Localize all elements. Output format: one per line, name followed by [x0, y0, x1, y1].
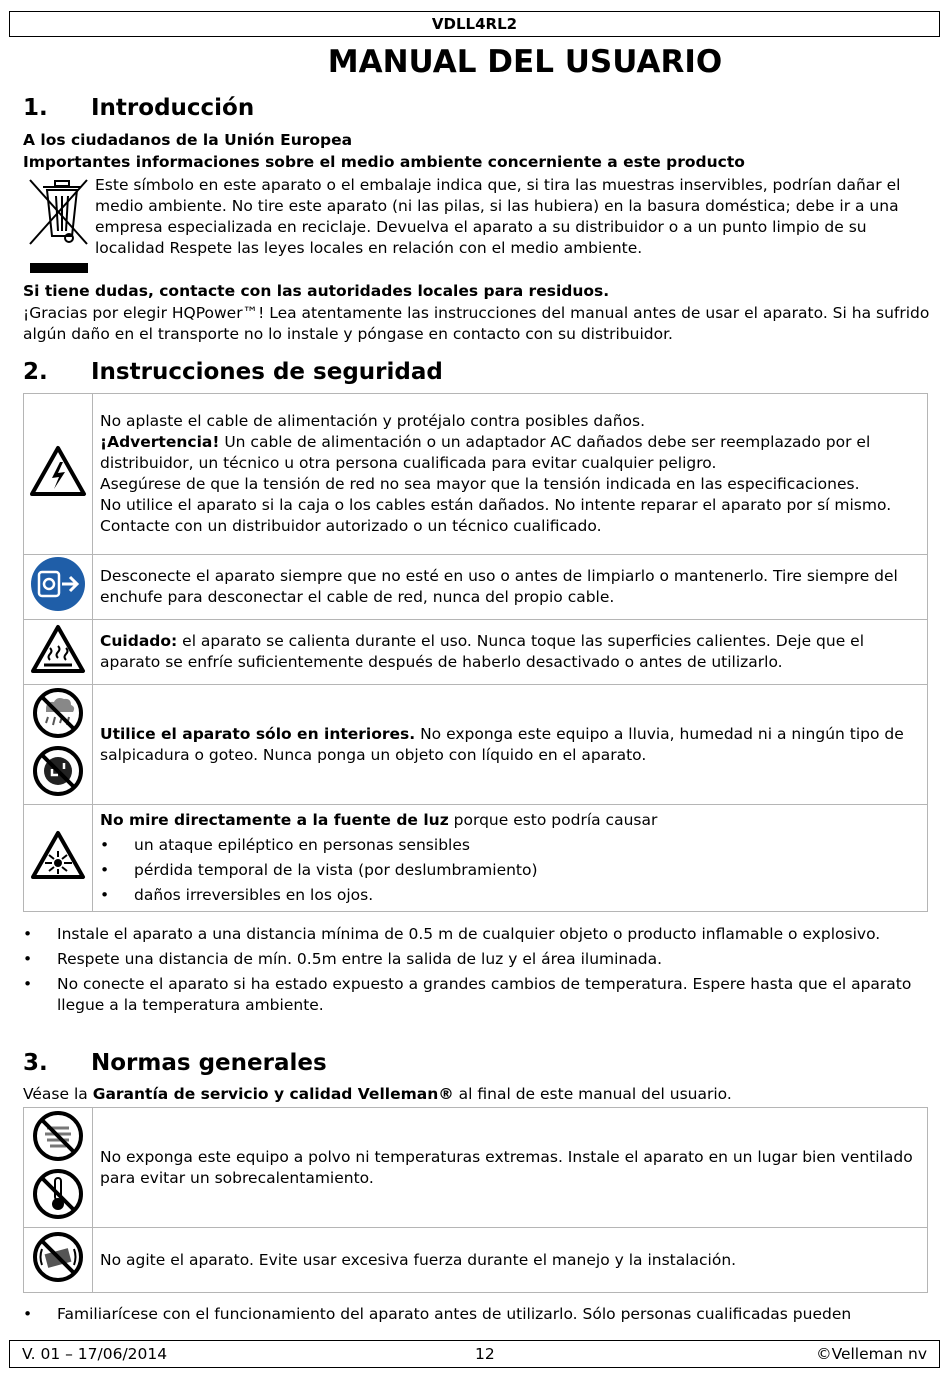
section-2-heading	[23, 359, 443, 385]
weee-bin-icon	[25, 176, 91, 276]
list-item: • Respete una distancia de mín. 0.5m entre la salida de luz y el área iluminada.	[23, 950, 663, 968]
general-row-dust	[24, 1108, 928, 1228]
general-table	[23, 1107, 928, 1293]
section-title: Introducción	[91, 95, 255, 121]
no-liquid-icon	[24, 745, 92, 803]
safety-bullet-list	[23, 924, 928, 1016]
footer-page-number: 12	[475, 1345, 495, 1363]
section-3-heading	[23, 1050, 327, 1076]
safety-row-electric	[24, 394, 928, 555]
general-bullet-list	[23, 1304, 933, 1325]
electric-shock-warning-icon	[24, 394, 93, 555]
light-warning	[100, 810, 921, 831]
unplug-mandatory-icon	[24, 555, 93, 620]
safety-text-damaged: No utilice el aparato si la caja o los cables están dañados. No intente reparar el aparato por sí mismo. Contacte con un distribuidor autorizado o un técnico cualificado.	[100, 496, 892, 535]
header-model: VDLL4RL2	[431, 15, 518, 33]
warranty-label: Garantía de servicio y calidad Velleman®	[92, 1085, 454, 1103]
document-title: MANUAL DEL USUARIO	[327, 44, 723, 80]
safety-text-cable: No aplaste el cable de alimentación y protéjalo contra posibles daños.	[100, 412, 645, 430]
list-item: • Familiarícese con el funcionamiento del aparato antes de utilizarlo. Sólo personas cualificadas pueden	[23, 1305, 852, 1323]
list-item: • daños irreversibles en los ojos.	[100, 886, 374, 904]
safety-text-warning	[100, 432, 921, 474]
no-shaking-icon	[24, 1228, 93, 1293]
hot-surface-warning-icon	[24, 620, 93, 685]
section-title: Instrucciones de seguridad	[91, 359, 443, 385]
section-1-heading	[23, 95, 254, 121]
list-item: • Instale el aparato a una distancia mínima de 0.5 m de cualquier objeto o producto inflamable o explosivo.	[23, 925, 881, 943]
safety-row-indoor	[24, 685, 928, 805]
doubts-text: Si tiene dudas, contacte con las autoridades locales para residuos.	[23, 282, 610, 300]
footer	[9, 1340, 940, 1368]
general-row-shake	[24, 1228, 928, 1293]
warranty-text: Véase la Garantía de servicio y calidad Velleman® al final de este manual del usuario.	[23, 1085, 732, 1103]
safety-row-hot	[24, 620, 928, 685]
list-item: • No conecte el aparato si ha estado expuesto a grandes cambios de temperatura. Espere hasta que el aparato llegue a la temperatura ambiente.	[23, 975, 912, 1014]
footer-copyright: ©Velleman nv	[816, 1345, 927, 1363]
no-extreme-temperature-icon	[24, 1168, 92, 1226]
environment-heading: Importantes informaciones sobre el medio ambiente concerniente a este producto	[23, 153, 745, 171]
section-title: Normas generales	[91, 1050, 327, 1076]
section-number: 2.	[23, 359, 48, 385]
general-text-dust: No exponga este equipo a polvo ni temperaturas extremas. Instale el aparato en un lugar bien ventilado para evitar un sobrecalentamiento.	[93, 1108, 928, 1228]
section-number: 3.	[23, 1050, 48, 1076]
safety-text-disconnect: Desconecte el aparato siempre que no esté en uso o antes de limpiarlo o mantenerlo. Tire siempre del enchufe para desconectar el cable de red, nunca del propio cable.	[93, 555, 928, 620]
caution-text: el aparato se calienta durante el uso. Nunca toque las superficies calientes. Deje que el aparato se enfríe suficientemente después de haberlo desactivado o antes de utilizarlo.	[100, 632, 864, 671]
weee-text: Este símbolo en este aparato o el embalaje indica que, si tira las muestras inservibles, podrían dañar el medio ambiente. No tire este aparato (ni las pilas, si las hubiera) en la basura doméstica; debe ir a una empresa especializada en reciclaje. Devuelva el aparato a su distribuidor o a un punto limpio de su localidad Respete las leyes locales en relación con el medio ambiente.	[95, 176, 901, 257]
general-text-shake: No agite el aparato. Evite usar excesiva fuerza durante el manejo y la instalación.	[93, 1228, 928, 1293]
header-model-box	[9, 11, 940, 37]
safety-row-disconnect	[24, 555, 928, 620]
list-item: • pérdida temporal de la vista (por deslumbramiento)	[100, 861, 538, 879]
thanks-text: ¡Gracias por elegir HQPower™! Lea atentamente las instrucciones del manual antes de usar el aparato. Si ha sufrido algún daño en el transporte no lo instale y póngase en contacto con su distribuidor.	[23, 304, 930, 343]
indoor-text: No exponga este equipo a lluvia, humedad ni a ningún tipo de salpicadura o goteo. Nunca ponga un objeto con líquido en el aparato.	[100, 724, 904, 764]
warning-text: Un cable de alimentación o un adaptador AC dañados debe ser reemplazado por el distribuidor, un técnico u otra persona cualificada para evitar cualquier peligro.	[100, 433, 871, 472]
light-warning-label: No mire directamente a la fuente de luz	[100, 811, 449, 829]
no-dust-icon	[24, 1110, 92, 1168]
safety-table	[23, 393, 928, 912]
laser-light-warning-icon	[24, 805, 93, 912]
section-number: 1.	[23, 95, 48, 121]
eu-citizens-heading: A los ciudadanos de la Unión Europea	[23, 131, 353, 149]
footer-version: V. 01 – 17/06/2014	[22, 1345, 168, 1363]
safety-text-voltage: Asegúrese de que la tensión de red no sea mayor que la tensión indicada en las especificaciones.	[100, 475, 860, 493]
safety-row-light	[24, 805, 928, 912]
warning-label: ¡Advertencia!	[100, 433, 220, 451]
no-rain-icon	[24, 687, 92, 745]
indoor-label: Utilice el aparato sólo en interiores.	[100, 724, 416, 743]
caution-label: Cuidado:	[100, 632, 178, 650]
list-item: • un ataque epiléptico en personas sensibles	[100, 836, 470, 854]
light-risk-list	[100, 835, 921, 906]
light-warning-text: porque esto podría causar	[448, 811, 658, 829]
